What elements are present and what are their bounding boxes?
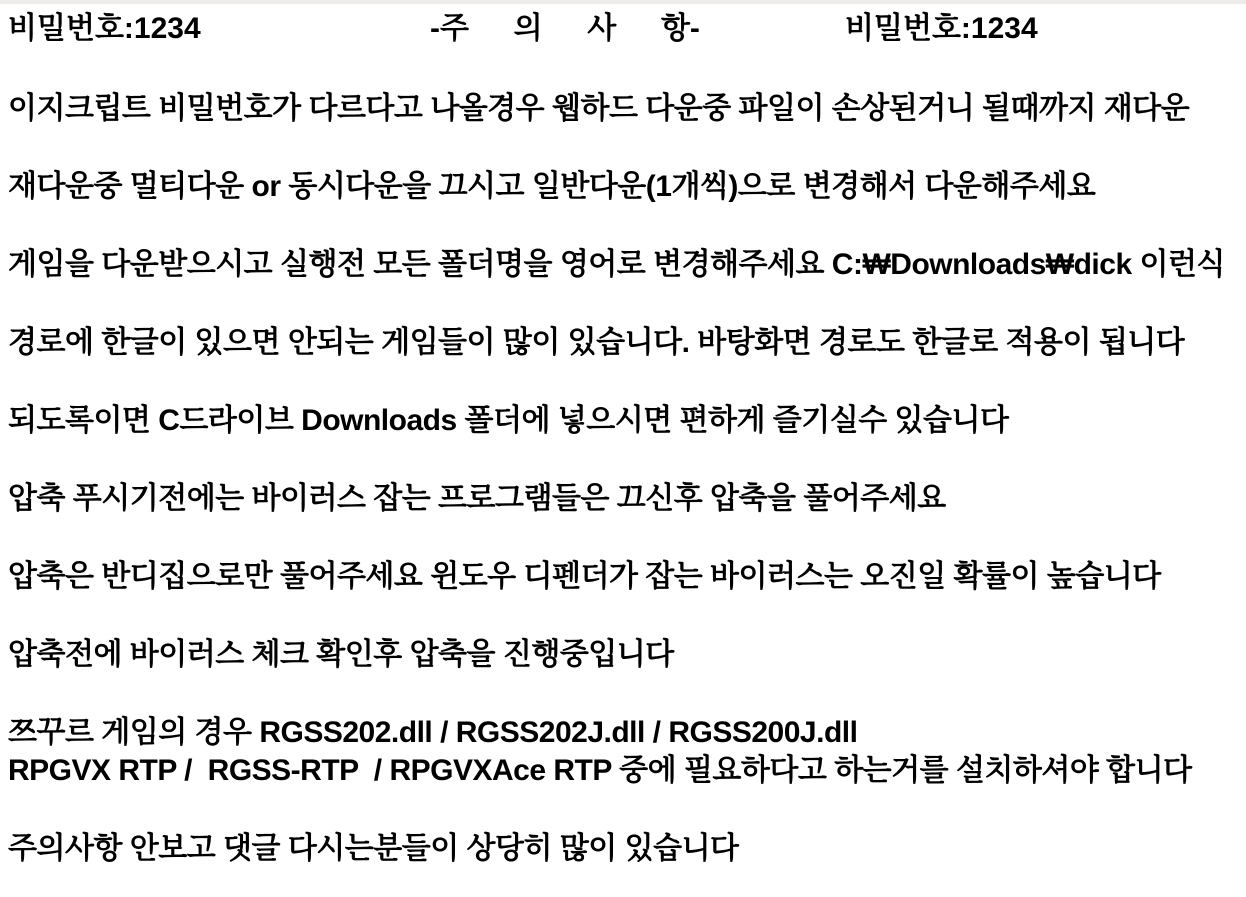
paragraph	[8, 558, 1238, 596]
paragraph	[8, 246, 1238, 284]
page-title: -주 의 사 항-	[430, 12, 700, 45]
text-line: 압축전에 바이러스 체크 확인후 압축을 진행중입니다	[8, 638, 674, 671]
text-line: 되도록이면 C드라이브 Downloads 폴더에 넣으시면 편하게 즐기실수 있습니다	[8, 404, 1009, 437]
paragraph	[8, 90, 1238, 128]
notice-document	[0, 4, 1246, 868]
password-left: 비밀번호:1234	[8, 12, 201, 45]
text-line: 이지크립트 비밀번호가 다르다고 나올경우 웹하드 다운중 파일이 손상된거니 될때까지 재다운	[8, 92, 1190, 125]
notice-body	[8, 90, 1238, 868]
password-right: 비밀번호:1234	[845, 12, 1038, 45]
text-line: 압축은 반디집으로만 풀어주세요 윈도우 디펜더가 잡는 바이러스는 오진일 확률이 높습니다	[8, 560, 1161, 593]
paragraph	[8, 636, 1238, 674]
text-line: RPGVX RTP / RGSS-RTP / RPGVXAce RTP 중에 필요하다고 하는거를 설치하셔야 합니다	[8, 754, 1192, 787]
text-line: 쯔꾸르 게임의 경우 RGSS202.dll / RGSS202J.dll / RGSS200J.dll	[8, 716, 858, 749]
text-line: 게임을 다운받으시고 실행전 모든 폴더명을 영어로 변경해주세요 C:₩Downloads₩dick 이런식	[8, 248, 1225, 281]
text-line: 주의사항 안보고 댓글 다시는분들이 상당히 많이 있습니다	[8, 832, 739, 865]
text-line: 압축 푸시기전에는 바이러스 잡는 프로그램들은 끄신후 압축을 풀어주세요	[8, 482, 946, 515]
paragraph	[8, 324, 1238, 362]
notice-header	[8, 10, 1238, 50]
paragraph	[8, 714, 1238, 790]
text-line: 경로에 한글이 있으면 안되는 게임들이 많이 있습니다. 바탕화면 경로도 한글로 적용이 됩니다	[8, 326, 1185, 359]
text-line: 재다운중 멀티다운 or 동시다운을 끄시고 일반다운(1개씩)으로 변경해서 다운해주세요	[8, 170, 1096, 203]
paragraph	[8, 168, 1238, 206]
paragraph	[8, 830, 1238, 868]
paragraph	[8, 402, 1238, 440]
paragraph	[8, 480, 1238, 518]
